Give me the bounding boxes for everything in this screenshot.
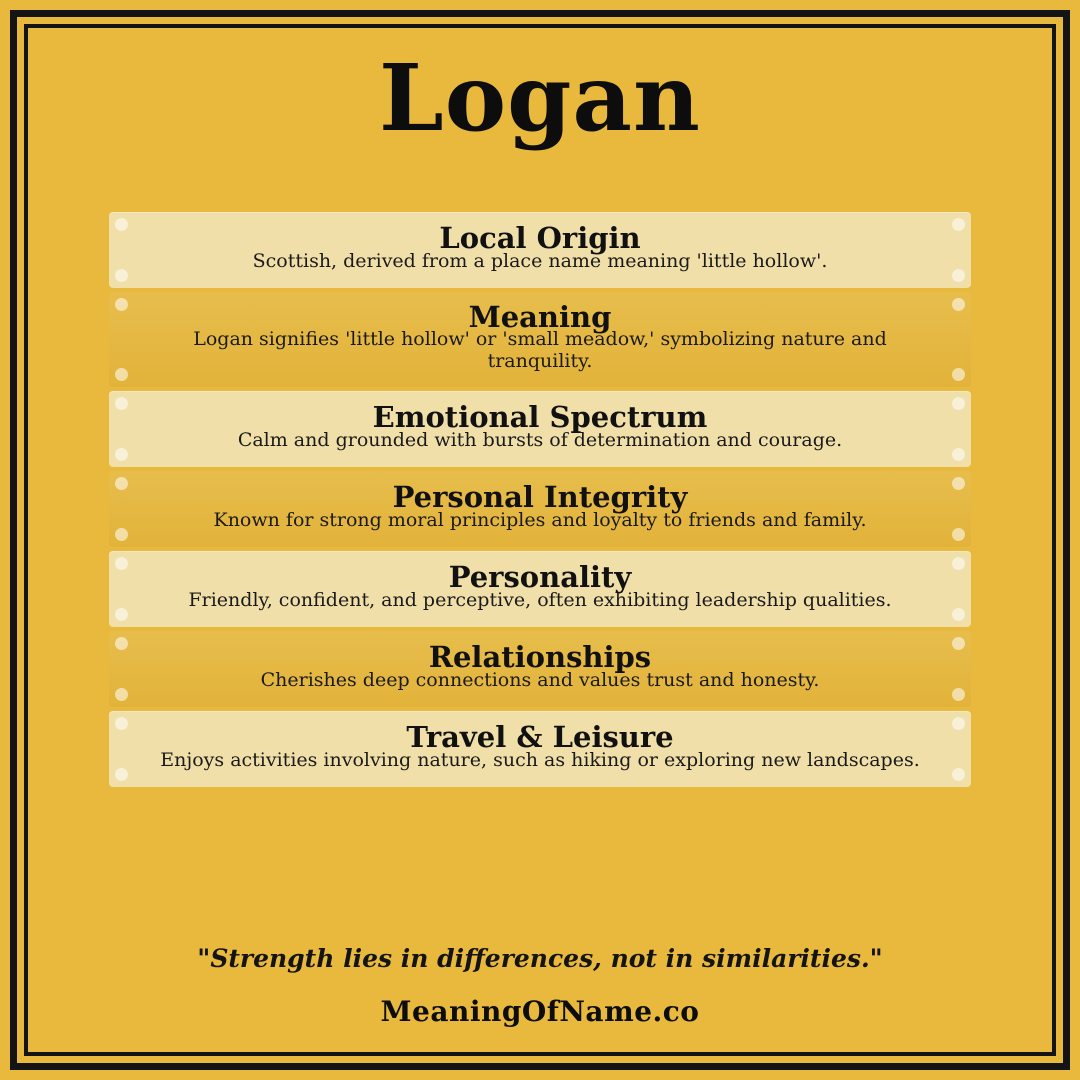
corner-dot-icon: [115, 688, 128, 701]
corner-dot-icon: [115, 269, 128, 282]
section-list: [109, 212, 971, 787]
section-heading: Travel & Leisure: [406, 720, 674, 755]
section-body: Logan signifies 'little hollow' or 'small meadow,' symbolizing nature and tranquility.: [193, 328, 887, 373]
section-card: [109, 471, 971, 547]
corner-dot-icon: [952, 768, 965, 781]
poster-footer: [38, 944, 1042, 1046]
corner-dot-icon: [952, 298, 965, 311]
corner-dot-icon: [952, 528, 965, 541]
section-body: Calm and grounded with bursts of determination and courage.: [237, 428, 843, 451]
corner-dot-icon: [115, 397, 128, 410]
corner-dot-icon: [952, 688, 965, 701]
corner-dot-icon: [952, 269, 965, 282]
quote-text: "Strength lies in differences, not in similarities.": [197, 944, 883, 973]
corner-dot-icon: [952, 368, 965, 381]
corner-dot-icon: [952, 397, 965, 410]
poster-content: [38, 34, 1042, 1046]
corner-dot-icon: [952, 608, 965, 621]
corner-dot-icon: [115, 368, 128, 381]
section-card: [109, 212, 971, 288]
section-heading: Local Origin: [439, 221, 641, 256]
corner-dot-icon: [115, 218, 128, 231]
corner-dot-icon: [115, 448, 128, 461]
corner-dot-icon: [115, 298, 128, 311]
corner-dot-icon: [952, 637, 965, 650]
section-body: Known for strong moral principles and loyalty to friends and family.: [213, 508, 867, 531]
section-card: [109, 391, 971, 467]
corner-dot-icon: [952, 477, 965, 490]
page-title: Logan: [379, 44, 701, 152]
section-body: Cherishes deep connections and values trust and honesty.: [260, 668, 820, 691]
section-card: [109, 551, 971, 627]
corner-dot-icon: [952, 557, 965, 570]
section-heading: Emotional Spectrum: [372, 400, 708, 435]
corner-dot-icon: [952, 717, 965, 730]
corner-dot-icon: [952, 218, 965, 231]
section-body: Scottish, derived from a place name meaning 'little hollow'.: [252, 249, 828, 272]
corner-dot-icon: [952, 448, 965, 461]
corner-dot-icon: [115, 528, 128, 541]
section-card: [109, 711, 971, 787]
section-heading: Personal Integrity: [392, 480, 688, 515]
section-card: [109, 292, 971, 387]
brand-name: MeaningOfName.co: [380, 995, 700, 1028]
corner-dot-icon: [115, 717, 128, 730]
section-heading: Personality: [448, 560, 632, 595]
section-card: [109, 631, 971, 707]
section-heading: Relationships: [428, 640, 652, 675]
section-heading: Meaning: [468, 300, 612, 334]
section-body: Enjoys activities involving nature, such as hiking or exploring new landscapes.: [160, 748, 920, 771]
corner-dot-icon: [115, 637, 128, 650]
corner-dot-icon: [115, 557, 128, 570]
corner-dot-icon: [115, 608, 128, 621]
corner-dot-icon: [115, 477, 128, 490]
corner-dot-icon: [115, 768, 128, 781]
section-body: Friendly, confident, and perceptive, often exhibiting leadership qualities.: [188, 588, 892, 611]
